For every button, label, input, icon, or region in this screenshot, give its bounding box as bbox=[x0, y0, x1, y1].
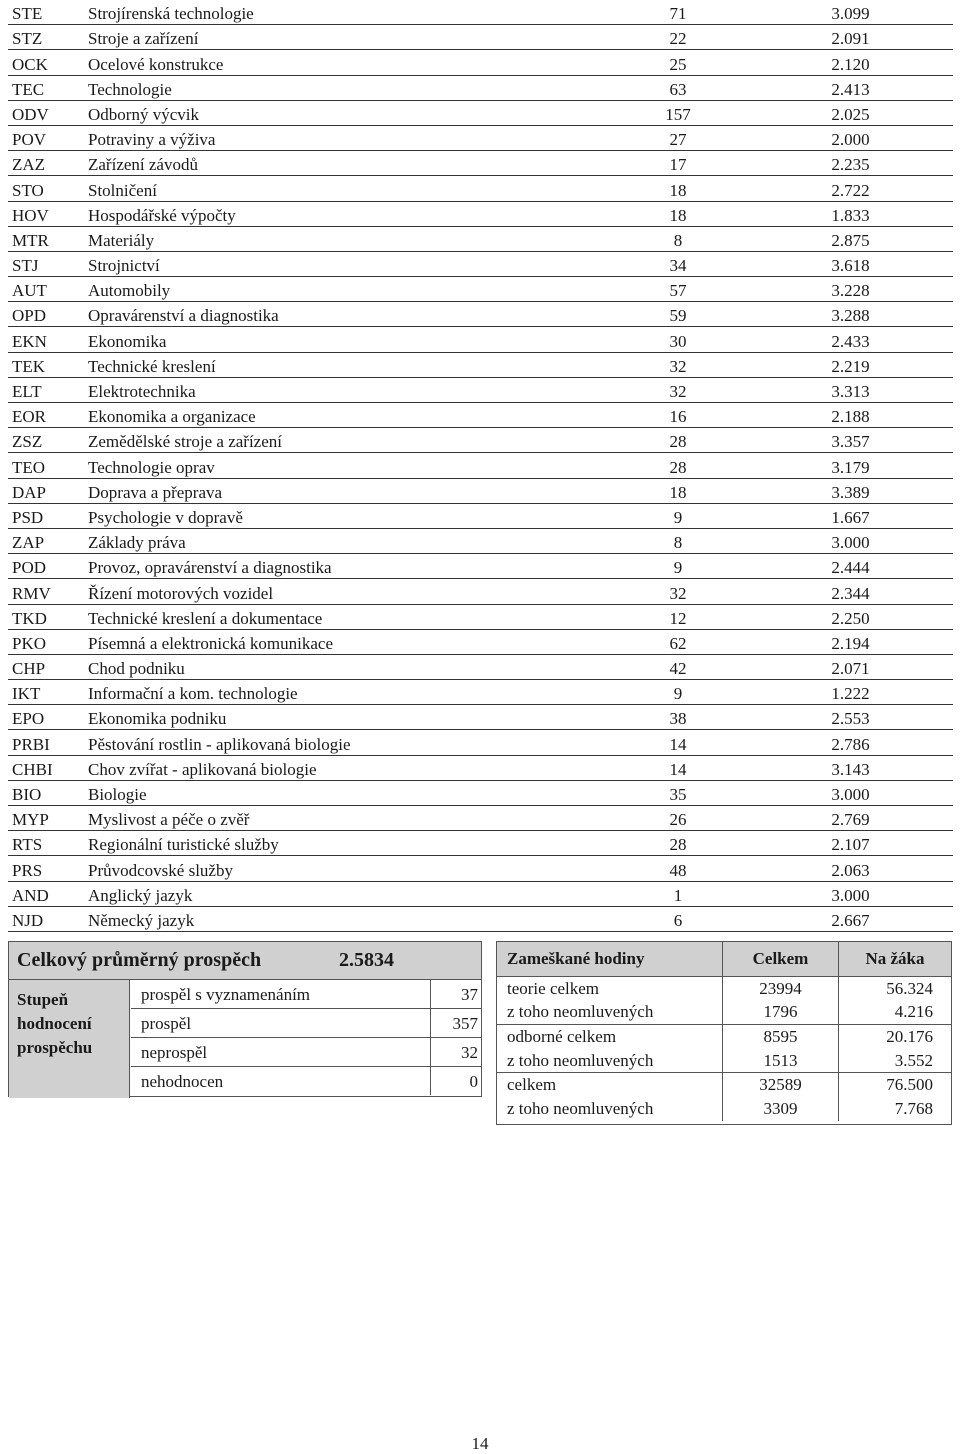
subject-name: Průvodcovské služby bbox=[88, 856, 608, 881]
absence-hours-table bbox=[497, 942, 951, 1121]
subject-row bbox=[8, 831, 953, 856]
subject-count: 8 bbox=[608, 528, 748, 553]
subject-name: Technické kreslení a dokumentace bbox=[88, 604, 608, 629]
subject-average: 2.722 bbox=[748, 176, 953, 201]
subject-count: 17 bbox=[608, 151, 748, 176]
subject-code: ODV bbox=[8, 100, 88, 125]
absence-per-student: 20.176 bbox=[886, 1026, 933, 1046]
absence-row bbox=[497, 977, 951, 1001]
absence-label: z toho neomluvených bbox=[497, 1097, 723, 1121]
absence-total: 1513 bbox=[723, 1049, 839, 1073]
subject-average: 2.553 bbox=[748, 705, 953, 730]
subject-row bbox=[8, 251, 953, 276]
subject-count: 14 bbox=[608, 755, 748, 780]
subject-count: 18 bbox=[608, 201, 748, 226]
subject-name: Chov zvířat - aplikovaná biologie bbox=[88, 755, 608, 780]
subject-average: 2.444 bbox=[748, 554, 953, 579]
subjects-table bbox=[8, 0, 953, 932]
subject-row bbox=[8, 654, 953, 679]
subject-row bbox=[8, 50, 953, 75]
subject-name: Technické kreslení bbox=[88, 352, 608, 377]
subject-average: 2.000 bbox=[748, 125, 953, 150]
subject-count: 28 bbox=[608, 831, 748, 856]
absence-per-student: 76.500 bbox=[886, 1075, 933, 1095]
subject-code: IKT bbox=[8, 680, 88, 705]
subject-code: STZ bbox=[8, 25, 88, 50]
subject-code: STJ bbox=[8, 251, 88, 276]
subject-count: 25 bbox=[608, 50, 748, 75]
subject-row bbox=[8, 302, 953, 327]
subject-average: 2.063 bbox=[748, 856, 953, 881]
subject-row bbox=[8, 478, 953, 503]
subject-name: Opravárenství a diagnostika bbox=[88, 302, 608, 327]
subject-name: Technologie oprav bbox=[88, 453, 608, 478]
subject-code: EKN bbox=[8, 327, 88, 352]
subject-count: 1 bbox=[608, 881, 748, 906]
subject-count: 26 bbox=[608, 806, 748, 831]
subject-code: PRBI bbox=[8, 730, 88, 755]
subject-name: Ekonomika a organizace bbox=[88, 403, 608, 428]
grade-count: 37 bbox=[430, 980, 482, 1008]
subject-code: MTR bbox=[8, 226, 88, 251]
subject-name: Provoz, opravárenství a diagnostika bbox=[88, 554, 608, 579]
subject-count: 28 bbox=[608, 428, 748, 453]
subject-code: ZSZ bbox=[8, 428, 88, 453]
subject-row bbox=[8, 856, 953, 881]
subject-code: CHP bbox=[8, 654, 88, 679]
subject-code: TEO bbox=[8, 453, 88, 478]
subject-row bbox=[8, 75, 953, 100]
subject-count: 9 bbox=[608, 680, 748, 705]
subject-count: 63 bbox=[608, 75, 748, 100]
subject-code: PKO bbox=[8, 629, 88, 654]
subject-row bbox=[8, 705, 953, 730]
subject-name: Ekonomika podniku bbox=[88, 705, 608, 730]
absence-row bbox=[497, 1073, 951, 1097]
subject-count: 157 bbox=[608, 100, 748, 125]
absence-per-student: 7.768 bbox=[894, 1098, 933, 1118]
absence-total: 8595 bbox=[723, 1025, 839, 1049]
absence-per-student: 3.552 bbox=[839, 1049, 952, 1073]
subject-row bbox=[8, 755, 953, 780]
grade-row bbox=[131, 1009, 482, 1038]
subjects-table-body bbox=[8, 0, 953, 931]
absence-total: 23994 bbox=[723, 977, 839, 1001]
subject-average: 1.667 bbox=[748, 503, 953, 528]
subject-row bbox=[8, 125, 953, 150]
overall-average-value: 2.5834 bbox=[339, 949, 394, 971]
absence-total: 3309 bbox=[723, 1097, 839, 1121]
subject-count: 62 bbox=[608, 629, 748, 654]
subject-code: RTS bbox=[8, 831, 88, 856]
subject-count: 30 bbox=[608, 327, 748, 352]
subject-name: Regionální turistické služby bbox=[88, 831, 608, 856]
subject-count: 32 bbox=[608, 352, 748, 377]
subject-row bbox=[8, 352, 953, 377]
subject-name: Německý jazyk bbox=[88, 906, 608, 931]
grade-row bbox=[131, 980, 482, 1009]
subject-count: 35 bbox=[608, 780, 748, 805]
subject-code: TKD bbox=[8, 604, 88, 629]
subject-average: 3.000 bbox=[748, 528, 953, 553]
subject-average: 3.099 bbox=[748, 0, 953, 25]
subject-row bbox=[8, 730, 953, 755]
subject-row bbox=[8, 25, 953, 50]
absence-row bbox=[497, 1049, 951, 1073]
subject-average: 3.288 bbox=[748, 302, 953, 327]
subject-code: BIO bbox=[8, 780, 88, 805]
grade-label: neprospěl bbox=[141, 1043, 208, 1062]
subject-row bbox=[8, 604, 953, 629]
subject-count: 18 bbox=[608, 478, 748, 503]
subject-average: 3.000 bbox=[748, 780, 953, 805]
subject-average: 3.618 bbox=[748, 251, 953, 276]
subject-average: 3.000 bbox=[748, 881, 953, 906]
subject-code: STE bbox=[8, 0, 88, 25]
subject-code: ZAZ bbox=[8, 151, 88, 176]
subject-average: 1.222 bbox=[748, 680, 953, 705]
subject-count: 71 bbox=[608, 0, 748, 25]
overall-average-title: Celkový průměrný prospěch bbox=[17, 949, 262, 971]
subject-count: 8 bbox=[608, 226, 748, 251]
grade-count: 357 bbox=[430, 1009, 482, 1037]
subject-average: 2.025 bbox=[748, 100, 953, 125]
subject-row bbox=[8, 453, 953, 478]
grade-label: prospěl bbox=[141, 1014, 192, 1033]
subject-row bbox=[8, 806, 953, 831]
absence-label: z toho neomluvených bbox=[497, 1049, 723, 1073]
subject-average: 2.344 bbox=[748, 579, 953, 604]
absence-header-label: Zameškané hodiny bbox=[497, 942, 723, 977]
subject-count: 18 bbox=[608, 176, 748, 201]
subject-count: 42 bbox=[608, 654, 748, 679]
subject-average: 2.235 bbox=[748, 151, 953, 176]
subject-average: 2.786 bbox=[748, 730, 953, 755]
subject-name: Psychologie v dopravě bbox=[88, 503, 608, 528]
subject-code: POD bbox=[8, 554, 88, 579]
subject-average: 3.143 bbox=[748, 755, 953, 780]
subject-name: Ocelové konstrukce bbox=[88, 50, 608, 75]
subject-row bbox=[8, 0, 953, 25]
subject-average: 2.091 bbox=[748, 25, 953, 50]
absence-row bbox=[497, 1025, 951, 1049]
subject-count: 34 bbox=[608, 251, 748, 276]
subject-code: ZAP bbox=[8, 528, 88, 553]
absence-hours-panel bbox=[496, 941, 952, 1125]
absence-total: 1796 bbox=[723, 1001, 839, 1025]
subject-average: 2.250 bbox=[748, 604, 953, 629]
grade-count: 32 bbox=[430, 1038, 482, 1066]
subject-code: DAP bbox=[8, 478, 88, 503]
absence-per-student: 56.324 bbox=[886, 978, 933, 998]
subject-code: STO bbox=[8, 176, 88, 201]
subject-average: 3.389 bbox=[748, 478, 953, 503]
subject-name: Pěstování rostlin - aplikovaná biologie bbox=[88, 730, 608, 755]
subject-row bbox=[8, 528, 953, 553]
subject-row bbox=[8, 226, 953, 251]
subject-average: 2.219 bbox=[748, 352, 953, 377]
subject-average: 3.313 bbox=[748, 377, 953, 402]
subject-row bbox=[8, 554, 953, 579]
subject-row bbox=[8, 151, 953, 176]
subject-name: Strojnictví bbox=[88, 251, 608, 276]
subject-count: 32 bbox=[608, 377, 748, 402]
subject-name: Hospodářské výpočty bbox=[88, 201, 608, 226]
subject-row bbox=[8, 680, 953, 705]
subject-count: 59 bbox=[608, 302, 748, 327]
subject-count: 22 bbox=[608, 25, 748, 50]
subject-code: EOR bbox=[8, 403, 88, 428]
subject-count: 12 bbox=[608, 604, 748, 629]
subject-name: Biologie bbox=[88, 780, 608, 805]
subject-count: 14 bbox=[608, 730, 748, 755]
subject-average: 3.228 bbox=[748, 277, 953, 302]
subject-name: Písemná a elektronická komunikace bbox=[88, 629, 608, 654]
subject-row bbox=[8, 100, 953, 125]
subject-average: 2.875 bbox=[748, 226, 953, 251]
subject-count: 48 bbox=[608, 856, 748, 881]
subject-code: OPD bbox=[8, 302, 88, 327]
subject-code: NJD bbox=[8, 906, 88, 931]
absence-total: 32589 bbox=[723, 1073, 839, 1097]
absence-header-total: Celkem bbox=[723, 942, 839, 977]
subject-average: 2.433 bbox=[748, 327, 953, 352]
subject-code: TEC bbox=[8, 75, 88, 100]
subject-average: 2.071 bbox=[748, 654, 953, 679]
subject-average: 2.120 bbox=[748, 50, 953, 75]
subject-name: Anglický jazyk bbox=[88, 881, 608, 906]
absence-row bbox=[497, 1001, 951, 1025]
subject-average: 2.413 bbox=[748, 75, 953, 100]
subject-code: OCK bbox=[8, 50, 88, 75]
subject-code: HOV bbox=[8, 201, 88, 226]
page-number: 14 bbox=[471, 1434, 489, 1453]
grade-row bbox=[131, 1038, 482, 1067]
subject-code: EPO bbox=[8, 705, 88, 730]
subject-average: 1.833 bbox=[748, 201, 953, 226]
grade-count: 0 bbox=[430, 1067, 482, 1095]
subject-code: PSD bbox=[8, 503, 88, 528]
subject-count: 16 bbox=[608, 403, 748, 428]
grade-level-label-line: hodnocení bbox=[17, 1014, 92, 1033]
subject-name: Základy práva bbox=[88, 528, 608, 553]
subject-count: 57 bbox=[608, 277, 748, 302]
subject-name: Doprava a přeprava bbox=[88, 478, 608, 503]
subject-row bbox=[8, 201, 953, 226]
subject-code: AUT bbox=[8, 277, 88, 302]
subject-row bbox=[8, 629, 953, 654]
subject-name: Odborný výcvik bbox=[88, 100, 608, 125]
absence-label: odborné celkem bbox=[497, 1025, 723, 1049]
subject-row bbox=[8, 277, 953, 302]
subject-row bbox=[8, 780, 953, 805]
absence-header-row bbox=[497, 942, 951, 977]
overall-summary-panel bbox=[8, 941, 482, 1097]
subject-code: TEK bbox=[8, 352, 88, 377]
grade-level-label-line: prospěchu bbox=[17, 1038, 93, 1057]
grade-row bbox=[131, 1067, 482, 1095]
subject-name: Strojírenská technologie bbox=[88, 0, 608, 25]
subject-name: Stolničení bbox=[88, 176, 608, 201]
subject-average: 2.188 bbox=[748, 403, 953, 428]
subject-count: 6 bbox=[608, 906, 748, 931]
subject-name: Materiály bbox=[88, 226, 608, 251]
subject-row bbox=[8, 503, 953, 528]
subject-name: Informační a kom. technologie bbox=[88, 680, 608, 705]
subject-code: MYP bbox=[8, 806, 88, 831]
subject-row bbox=[8, 906, 953, 931]
absence-label: z toho neomluvených bbox=[497, 1001, 723, 1025]
subject-code: PRS bbox=[8, 856, 88, 881]
grade-label: prospěl s vyznamenáním bbox=[141, 985, 311, 1004]
subject-count: 32 bbox=[608, 579, 748, 604]
subject-count: 9 bbox=[608, 554, 748, 579]
subject-average: 2.107 bbox=[748, 831, 953, 856]
grade-list bbox=[131, 980, 482, 1095]
absence-per-student: 4.216 bbox=[839, 1001, 952, 1025]
subject-row bbox=[8, 881, 953, 906]
absence-header-per-student: Na žáka bbox=[839, 942, 952, 977]
subject-average: 2.667 bbox=[748, 906, 953, 931]
subject-average: 3.179 bbox=[748, 453, 953, 478]
subject-row bbox=[8, 377, 953, 402]
subject-name: Potraviny a výživa bbox=[88, 125, 608, 150]
subject-name: Ekonomika bbox=[88, 327, 608, 352]
subject-code: CHBI bbox=[8, 755, 88, 780]
subject-name: Technologie bbox=[88, 75, 608, 100]
absence-label: teorie celkem bbox=[497, 977, 723, 1001]
subject-name: Elektrotechnika bbox=[88, 377, 608, 402]
subject-name: Automobily bbox=[88, 277, 608, 302]
subject-code: RMV bbox=[8, 579, 88, 604]
subject-name: Chod podniku bbox=[88, 654, 608, 679]
absence-label: celkem bbox=[497, 1073, 723, 1097]
subject-code: AND bbox=[8, 881, 88, 906]
subject-average: 3.357 bbox=[748, 428, 953, 453]
absence-row bbox=[497, 1097, 951, 1121]
subject-name: Myslivost a péče o zvěř bbox=[88, 806, 608, 831]
subject-row bbox=[8, 403, 953, 428]
grade-level-label-line: Stupeň bbox=[17, 990, 69, 1009]
subject-average: 2.194 bbox=[748, 629, 953, 654]
subject-name: Stroje a zařízení bbox=[88, 25, 608, 50]
subject-name: Řízení motorových vozidel bbox=[88, 579, 608, 604]
subject-name: Zařízení závodů bbox=[88, 151, 608, 176]
subject-code: POV bbox=[8, 125, 88, 150]
grade-level-label bbox=[9, 980, 130, 1098]
subject-row bbox=[8, 579, 953, 604]
subject-row bbox=[8, 428, 953, 453]
grade-label: nehodnocen bbox=[141, 1072, 224, 1091]
subject-count: 38 bbox=[608, 705, 748, 730]
subject-average: 2.769 bbox=[748, 806, 953, 831]
subject-row bbox=[8, 176, 953, 201]
subject-count: 9 bbox=[608, 503, 748, 528]
subject-code: ELT bbox=[8, 377, 88, 402]
overall-average-header bbox=[9, 942, 481, 980]
subject-count: 28 bbox=[608, 453, 748, 478]
subject-count: 27 bbox=[608, 125, 748, 150]
subject-row bbox=[8, 327, 953, 352]
subject-name: Zemědělské stroje a zařízení bbox=[88, 428, 608, 453]
